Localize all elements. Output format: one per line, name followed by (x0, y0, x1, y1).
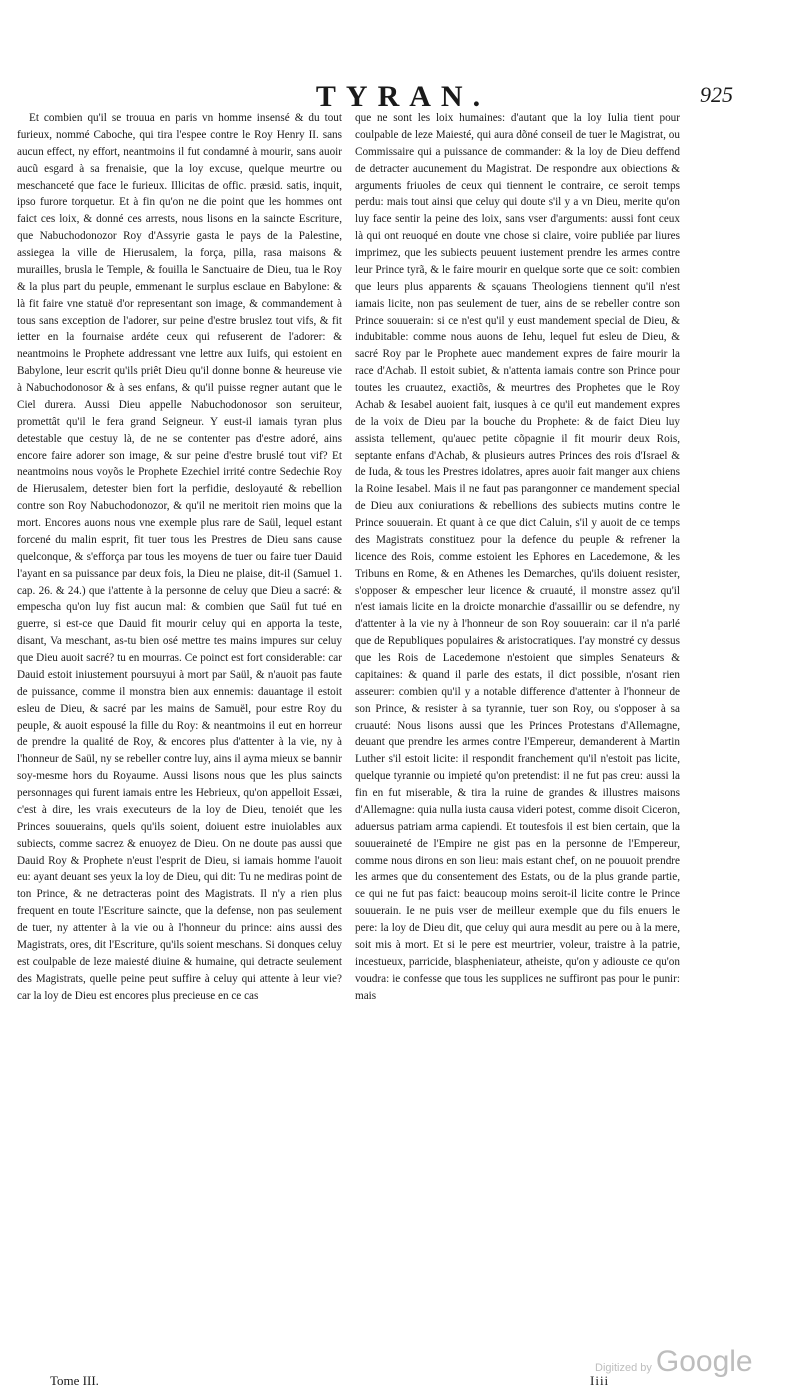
google-watermark (595, 1345, 753, 1379)
right-column (355, 110, 680, 1004)
left-column-text: Et combien qu'il se trouua en paris vn homme insensé & du tout furieux, nommé Caboche, qui tira l'espee contre le Roy Henry II. sans aucun effect, ny effort, neantmoins il fut condamné à mourir, sans auoir aucũ esgard à sa frenaisie, que la loy excuse, quelque meurtre ou meschanceté que face le furieux. Illicitas de offic. præsid. satis, inquit, ipso furore torquetur. Et à fin qu'on ne die point que les hommes ont faict ces loix, & donné ces arrests, nous lisons en la saincte Escriture, que Nabuchodonozor Roy d'Assyrie gasta le pays de la Palestine, assiegea la ville de Hierusalem, la força, pilla, rasa maisons & murailles, brusla le Temple, & fouilla le Sanctuaire de Dieu, tua le Roy & la plus part du peuple, emmenant le surplus esclaue en Babylone: & là fit faire vne statuë d'or representant son image, & commandement à tous sans exception de l'adorer, sur peine d'estre bruslez tout vifs, & fit ietter en la fournaise ardéte ceux qui refuserent de l'adorer: & neantmoins le Prophete addressant vne lettre aux Iuifs, qui estoient en Babylone, leur escrit qu'ils priêt Dieu qu'il donne bonne & heureuse vie à Nabuchodonosor & à ses enfans, & qu'il puisse regner autant que le Ciel durera. Aussi Dieu appelle Nabuchodonosor son seruiteur, promettât qu'il le fera grand Seigneur. Y eust-il iamais tyran plus detestable que cestuy là, de ne se contenter pas d'estre adoré, ains encore faire adorer son image, & sur peine d'estre bruslé tout vif? Et neantmoins nous voyõs le Prophete Ezechiel irrité contre Sedechie Roy de Hierusalem, detester bien fort la perfidie, desloyauté & rebellion contre son Roy Nabuchodonozor, & qu'il ne meritoit rien moins que la mort. Encores auons nous vne exemple plus rare de Saül, lequel estant forcené du malin esprit, fit tuer tous les Prestres de Dieu sans cause quelconque, & s'efforça par tous les moyens de tuer ou faire tuer Dauid l'ayant en sa puissance par deux fois, la Dieu ne plaise, dit-il (Samuel 1. cap. 26. & 24.) que i'attente à la personne de celuy que Dieu a sacré: & empescha qu'on luy fist aucun mal: & combien que Saül fut tué en guerre, si est-ce que Dauid fit mourir celuy qui en apporta la teste, disant, Va meschant, as-tu bien osé mettre tes mains impures sur celuy que Dieu auoit sacré? tu en mourras. Ce poinct est fort considerable: car Dauid estoit iniustement poursuyui à mort par Saül, & n'auoit pas faute de puissance, comme il monstra bien aux ennemis: dauantage il estoit esleu de Dieu, & sacré par les mains de Samuël, pour estre Roy du peuple, & auoit espousé la fille du Roy: & neantmoins il eut en horreur de prendre la qualité de Roy, & encores plus d'attenter à la vie, ny à l'honneur de Saül, ny se rebeller contre luy, ains il ayma mieux se bannir soy-mesme hors du Royaume. Aussi lisons nous que les plus saincts personnages qui furent iamais entre les Hebrieux, qu'on appelloit Essæi, c'est à dire, les vrais executeurs de la loy de Dieu, tenoiét que les Princes souuerains, quels qu'ils soient, doiuent estre inuiolables aux subiects, comme sacrez & enuoyez de Dieu. On ne doute pas aussi que Dauid Roy & Prophete n'eust l'esprit de Dieu, si iamais homme l'auoit eu: ayant deuant ses yeux la loy de Dieu, qui dit: Tu ne mediras point de ton Prince, & ne detracteras point des Magistrats. Il n'y a rien plus frequent en toute l'Escriture saincte, que la defense, non pas seulement de tuer, ny attenter à la vie ou à l'honneur du prince: ains aussi des Magistrats, ores, dit l'Escriture, qu'ils soient meschans. Si donques celuy est coulpable de leze maiesté diuine & humaine, qui detracte seulement des Magistrats, quelle peine peut suffire à celuy qui attente à leur vie? car la loy de Dieu est encores plus precieuse en ce cas (17, 112, 342, 1002)
page-number: 925 (700, 82, 733, 107)
signature-mark: Iiii (590, 1373, 610, 1388)
google-logo: Google (655, 1345, 753, 1378)
running-head: TYRAN. (315, 80, 491, 113)
column-gutter (343, 110, 344, 1380)
watermark-prefix: Digitized by (595, 1362, 652, 1374)
volume-label: Tome III. (50, 1373, 99, 1388)
right-column-text: que ne sont les loix humaines: d'autant que la loy Iulia tient pour coulpable de leze Maiesté, qui aura dõné conseil de tuer le Magistrat, ou Commissaire qui a puissance de commander: & la loy de Dieu deffend de detracter aucunement du Magistrat. De respondre aux obiections & arguments friuoles de ceux qui tiennent le contraire, ce seroit temps perdu: mais tout ainsi que celuy qui doute s'il y a vn Dieu, merite qu'on luy face sentir la peine des loix, sans vser d'arguments: aussi font ceux là qui ont reuoqué en doute vne chose si claire, voire publiée par liures imprimez, que les subiects peuuent iustement prendre les armes contre leur Prince tyrã, & le faire mourir en quelque sorte que ce soit: combien que leurs plus apparents & sçauans Theologiens tiennent qu'il n'est iamais licite, non pas seulement de tuer, ains de se rebeller contre son Prince souuerain: si ce n'est qu'il y eust mandement special de Dieu, & indubitable: comme nous auons de Iehu, lequel fut esleu de Dieu, & sacré Roy par le Prophete auec mandement expres de faire mourir la race d'Achab. Il estoit subiet, & n'attenta iamais contre son Prince pour toutes les cruautez, exactiõs, & meurtres des Prophetes que le Roy Achab & Iesabel auoient fait, iusques à ce qu'il eut mandement expres de la voix de Dieu par la bouche du Prophete: & de faict Dieu luy assista tellement, qu'auec petite cõpagnie il fit mourir deux Rois, septante enfans d'Achab, & plusieurs autres Princes des rois d'Israel & de Iuda, & tous les Prestres idolatres, apres auoir fait manger aux chiens la Roine Iesabel. Mais il ne faut pas parangonner ce mandement special de Dieu aux coniurations & rebellions des subiects mutins contre le Prince souuerain. Et quant à ce que dict Caluin, s'il y auoit de ce temps des Magistrats constituez pour la defence du peuple & refrener la licence des Rois, comme estoient les Ephores en Lacedemone, & les Tribuns en Rome, & en Athenes les Demarches, qu'ils doiuent resister, s'opposer & empescher leur licence & cruauté, il monstre assez qu'il n'est iamais licite en la droicte monarchie d'assaillir ou se defendre, ny d'attenter à la vie ny à l'honneur de son Roy souuerain: car il n'a parlé que de Republiques populaires & aristocratiques. I'ay monstré cy dessus que les Rois de Lacedemone n'estoient que simples Senateurs & capitaines: & quand il parle des estats, il dict possible, n'osant rien asseurer: combien qu'il y a notable difference d'attenter à l'honneur de son Prince, & resister à sa tyrannie, tuer son Roy, ou s'opposer à sa cruauté: Nous lisons aussi que les Princes Protestans d'Allemagne, deuant que prendre les armes contre l'Empereur, demanderent à Martin Luther s'il estoit licite: il respondit franchement qu'il n'estoit pas licite, quelque tyrannie ou impieté qu'on pretendist: il ne fut pas creu: aussi la fin en fut miserable, & tira la ruine de grandes & illustres maisons d'Allemagne: quia nulla iusta causa videri potest, comme disoit Ciceron, aduersus patriam arma capiendi. Et toutesfois il est bien certain, que la souueraineté de l'Empire ne gist pas en la personne de l'Empereur, comme nous dirons en son lieu: mais estant chef, on ne pouuoit prendre les armes que du consentement des Estats, ou de la plus grande partie, ce qui ne fut pas faict: beaucoup moins seroit-il licite contre le Prince souuerain. Ie ne puis vser de meilleur exemple que du fils enuers le pere: la loy de Dieu dit, que celuy qui aura mesdit au pere ou à la mere, soit mis à mort. Et si le pere est meurtrier, voleur, traistre à la patrie, incestueux, parricide, blaspheniateur, atheiste, qu'on y adiouste ce qu'on voudra: ie confesse que tous les supplices ne suffiront pas pour le punir: mais (355, 112, 680, 1002)
left-column (17, 110, 342, 1004)
